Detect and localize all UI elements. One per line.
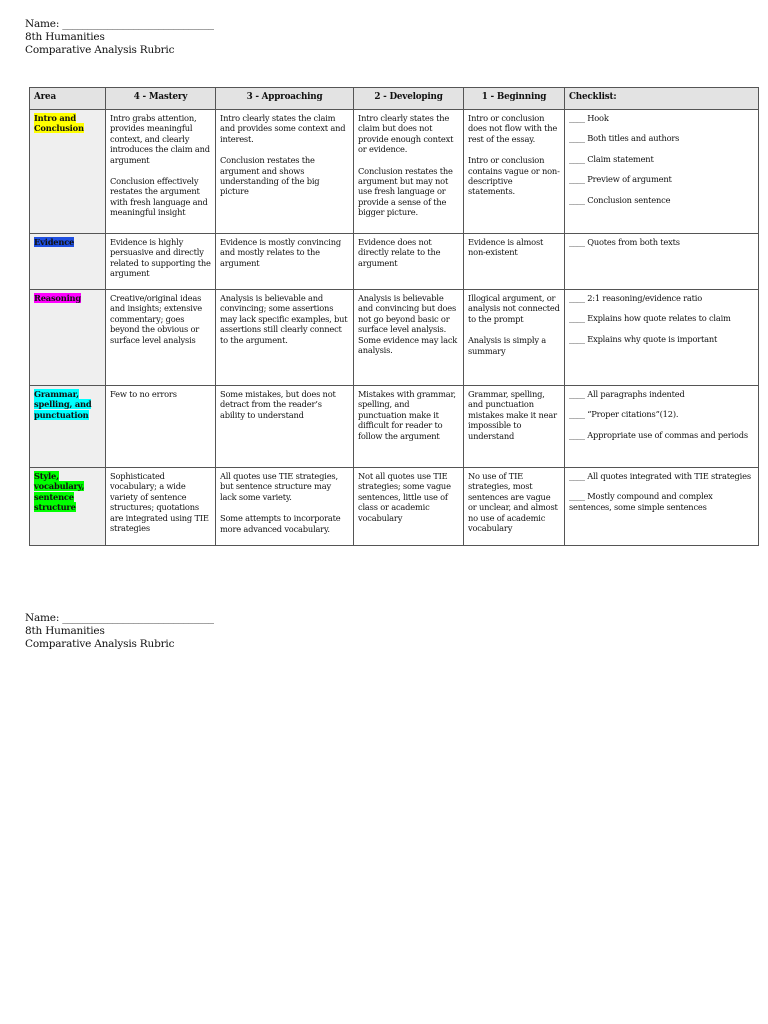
cell-text: Grammar, spelling, and punctuation mistakes make it near impossible to understand: [468, 389, 557, 441]
beginning-cell: [464, 290, 565, 386]
cell-text: Not all quotes use TIE strategies; some vague sentences, little use of class or academic vocabulary: [358, 471, 451, 523]
cell-text: Creative/original ideas and insights; extensive commentary; goes beyond the obvious or surface level analysis: [110, 293, 202, 345]
title-line: Comparative Analysis Rubric: [25, 44, 175, 56]
cell-text: Evidence is almost non-existent: [468, 237, 544, 258]
document-header: [25, 18, 425, 57]
cell-text: Conclusion effectively restates the argument with fresh language and meaningful insight: [110, 176, 208, 218]
beginning-cell: [464, 110, 565, 234]
checklist-item: ____ All paragraphs indented: [569, 389, 685, 399]
beginning-cell: [464, 386, 565, 468]
table-row: [30, 290, 759, 386]
header-checklist: Checklist:: [565, 88, 759, 110]
area-label-reasoning: Reasoning: [34, 293, 81, 303]
cell-text: Evidence is mostly convincing and mostly relates to the argument: [220, 237, 341, 268]
developing-cell: [354, 290, 464, 386]
class-line: 8th Humanities: [25, 31, 105, 43]
area-cell: [30, 234, 106, 290]
developing-cell: [354, 468, 464, 546]
cell-text: Analysis is believable and convincing but does not go beyond basic or surface level analysis. Some evidence may lack analysis.: [358, 293, 458, 356]
area-label-evidence: Evidence: [34, 237, 75, 247]
cell-text: Few to no errors: [110, 389, 177, 399]
area-label-style: Style, vocabulary, sentence structure: [34, 471, 85, 513]
title-line: Comparative Analysis Rubric: [25, 638, 175, 650]
header-mastery: 4 - Mastery: [106, 88, 216, 110]
checklist-item: ____ Explains why quote is important: [569, 333, 718, 344]
approaching-cell: [216, 386, 354, 468]
checklist-cell: [565, 468, 759, 546]
checklist-cell: [565, 234, 759, 290]
name-line: Name: ______________________________: [25, 612, 214, 624]
mastery-cell: [106, 468, 216, 546]
checklist-item: ____ Mostly compound and complex sentences, some simple sentences: [569, 491, 713, 512]
cell-text: No use of TIE strategies, most sentences are vague or unclear, and almost no use of academic vocabulary: [468, 471, 558, 534]
document-header-repeat: [25, 612, 425, 651]
cell-text: Intro clearly states the claim and provides some context and interest.: [220, 113, 346, 144]
checklist-item: ____ Claim statement: [569, 153, 654, 164]
checklist-item: ____ Quotes from both texts: [569, 237, 680, 247]
checklist-item: ____ Preview of argument: [569, 174, 672, 185]
mastery-cell: [106, 234, 216, 290]
approaching-cell: [216, 468, 354, 546]
area-cell: [30, 110, 106, 234]
class-line: 8th Humanities: [25, 625, 105, 637]
cell-text: All quotes use TIE strategies, but sentence structure may lack some variety.: [220, 471, 338, 502]
checklist-cell: [565, 110, 759, 234]
checklist-item: ____ “Proper citations”(12).: [569, 409, 679, 420]
header-area: Area: [30, 88, 106, 110]
checklist-item: ____ Appropriate use of commas and periods: [569, 429, 748, 440]
table-row: [30, 234, 759, 290]
checklist-item: ____ All quotes integrated with TIE strategies: [569, 471, 751, 481]
area-cell: [30, 468, 106, 546]
checklist-item: ____ Conclusion sentence: [569, 194, 671, 205]
area-label-grammar: Grammar, spelling, and punctuation: [34, 389, 92, 420]
cell-text: Illogical argument, or analysis not connected to the prompt: [468, 293, 560, 324]
mastery-cell: [106, 290, 216, 386]
cell-text: Intro clearly states the claim but does not provide enough context or evidence.: [358, 113, 454, 155]
checklist-item: ____ Hook: [569, 113, 609, 123]
table-row: [30, 468, 759, 546]
area-cell: [30, 386, 106, 468]
approaching-cell: [216, 110, 354, 234]
cell-text: Some mistakes, but does not detract from the reader’s ability to understand: [220, 389, 336, 420]
header-developing: 2 - Developing: [354, 88, 464, 110]
checklist-item: ____ 2:1 reasoning/evidence ratio: [569, 293, 703, 303]
developing-cell: [354, 386, 464, 468]
beginning-cell: [464, 234, 565, 290]
checklist-cell: [565, 386, 759, 468]
checklist-item: ____ Explains how quote relates to claim: [569, 313, 731, 324]
approaching-cell: [216, 234, 354, 290]
approaching-cell: [216, 290, 354, 386]
mastery-cell: [106, 386, 216, 468]
developing-cell: [354, 234, 464, 290]
cell-text: Sophisticated vocabulary; a wide variety of sentence structures; quotations are integrated using TIE strategies: [110, 471, 209, 534]
area-cell: [30, 290, 106, 386]
checklist-cell: [565, 290, 759, 386]
header-approaching: 3 - Approaching: [216, 88, 354, 110]
name-line: Name: ______________________________: [25, 18, 214, 30]
cell-text: Mistakes with grammar, spelling, and punctuation make it difficult for reader to follow the argument: [358, 389, 456, 441]
header-beginning: 1 - Beginning: [464, 88, 565, 110]
beginning-cell: [464, 468, 565, 546]
cell-text: Intro or conclusion contains vague or non-descriptive statements.: [468, 155, 560, 197]
cell-text: Intro grabs attention, provides meaningful context, and clearly introduces the claim and argument: [110, 113, 210, 165]
table-row: [30, 110, 759, 234]
cell-text: Evidence does not directly relate to the argument: [358, 237, 441, 268]
cell-text: Some attempts to incorporate more advanced vocabulary.: [220, 513, 341, 534]
rubric-table: [29, 87, 759, 546]
developing-cell: [354, 110, 464, 234]
cell-text: Evidence is highly persuasive and directly related to supporting the argument: [110, 237, 211, 279]
cell-text: Analysis is believable and convincing; some assertions may lack specific examples, but assertions still clearly connect to the argument.: [220, 293, 348, 345]
cell-text: Conclusion restates the argument but may not use fresh language or provide a sense of the bigger picture.: [358, 165, 453, 218]
cell-text: Intro or conclusion does not flow with the rest of the essay.: [468, 113, 558, 144]
area-label-intro: Intro and Conclusion: [34, 113, 84, 134]
mastery-cell: [106, 110, 216, 234]
checklist-item: ____ Both titles and authors: [569, 133, 680, 144]
table-row: [30, 386, 759, 468]
table-header-row: [30, 88, 759, 110]
cell-text: Analysis is simply a summary: [468, 335, 546, 356]
cell-text: Conclusion restates the argument and shows understanding of the big picture: [220, 155, 320, 197]
